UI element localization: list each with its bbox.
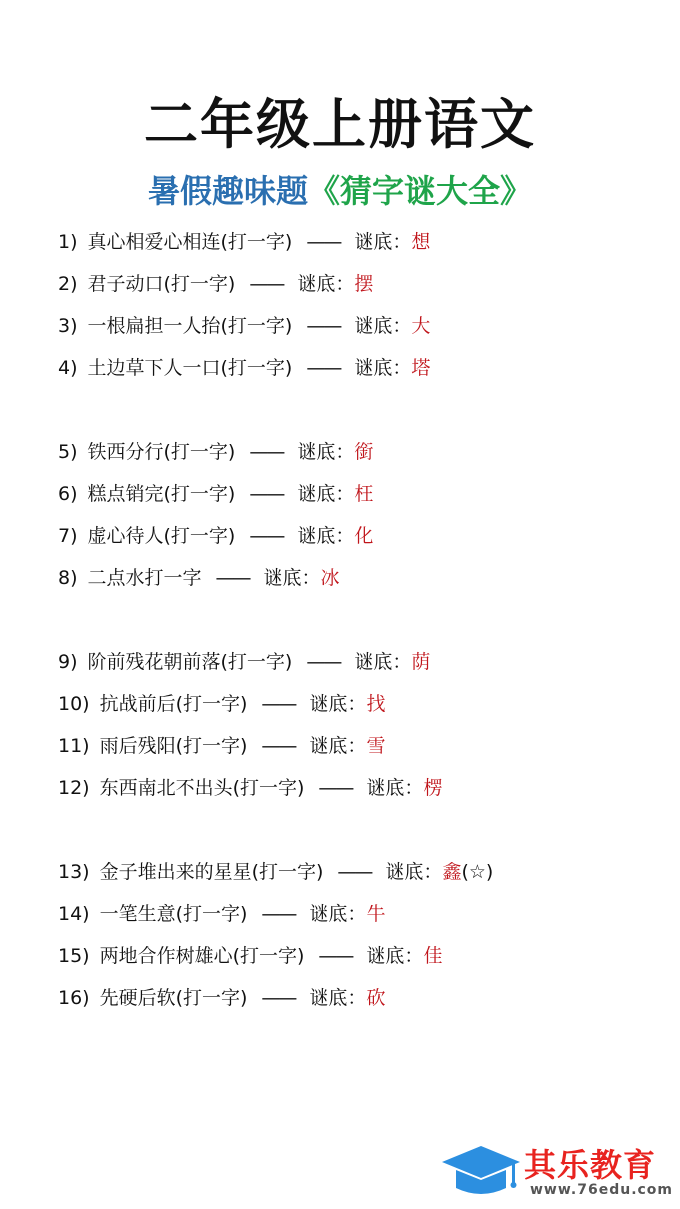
riddle-text: 雨后残阳(打一字) bbox=[99, 735, 248, 757]
answer-label: 谜底： bbox=[385, 861, 443, 883]
answer-label: 谜底： bbox=[297, 441, 355, 463]
riddle-text: 东西南北不出头(打一字) bbox=[99, 777, 305, 799]
riddle-row bbox=[58, 854, 658, 896]
riddle-dash: —— bbox=[261, 903, 296, 925]
riddle-dash: —— bbox=[215, 567, 250, 589]
riddle-text: 君子动口(打一字) bbox=[87, 273, 236, 295]
riddle-group bbox=[58, 434, 658, 602]
riddle-text: 抗战前后(打一字) bbox=[99, 693, 248, 715]
answer-label: 谜底： bbox=[354, 651, 412, 673]
riddle-text: 糕点销完(打一字) bbox=[87, 483, 236, 505]
answer-label: 谜底： bbox=[263, 567, 321, 589]
riddle-answer: 砍 bbox=[366, 987, 386, 1009]
answer-label: 谜底： bbox=[354, 315, 412, 337]
riddle-text: 阶前残花朝前落(打一字) bbox=[87, 651, 293, 673]
riddle-text: 一笔生意(打一字) bbox=[99, 903, 248, 925]
subtitle-part-2: 《猜字谜大全》 bbox=[308, 172, 533, 210]
riddle-group bbox=[58, 644, 658, 812]
logo-name: 其乐教育 bbox=[524, 1146, 657, 1184]
riddle-dash: —— bbox=[249, 273, 284, 295]
riddle-answer: 大 bbox=[411, 315, 431, 337]
riddle-answer: 化 bbox=[354, 525, 374, 547]
riddle-list bbox=[58, 224, 658, 1064]
riddle-answer: 枉 bbox=[354, 483, 374, 505]
graduation-cap-icon bbox=[438, 1138, 524, 1202]
riddle-answer: 銜 bbox=[354, 441, 374, 463]
riddle-number: 2) bbox=[58, 273, 78, 295]
answer-label: 谜底： bbox=[297, 273, 355, 295]
riddle-row bbox=[58, 686, 658, 728]
answer-label: 谜底： bbox=[309, 987, 367, 1009]
riddle-number: 1) bbox=[58, 231, 78, 253]
riddle-row bbox=[58, 350, 658, 392]
riddle-answer: 冰 bbox=[320, 567, 340, 589]
subtitle-part-1: 暑假趣味题 bbox=[147, 172, 308, 210]
riddle-answer: 雪 bbox=[366, 735, 386, 757]
page-title: 二年级上册语文 bbox=[144, 93, 536, 156]
riddle-text: 土边草下人一口(打一字) bbox=[87, 357, 293, 379]
riddle-row bbox=[58, 434, 658, 476]
answer-extra: (☆) bbox=[461, 861, 494, 883]
riddle-row bbox=[58, 644, 658, 686]
riddle-text: 真心相爱心相连(打一字) bbox=[87, 231, 293, 253]
riddle-answer: 荫 bbox=[411, 651, 431, 673]
riddle-row bbox=[58, 560, 658, 602]
riddle-answer: 佳 bbox=[423, 945, 443, 967]
riddle-number: 7) bbox=[58, 525, 78, 547]
riddle-number: 6) bbox=[58, 483, 78, 505]
riddle-row bbox=[58, 980, 658, 1022]
riddle-answer: 楞 bbox=[423, 777, 443, 799]
riddle-row bbox=[58, 518, 658, 560]
riddle-dash: —— bbox=[306, 231, 341, 253]
riddle-answer: 鑫 bbox=[442, 861, 462, 883]
riddle-answer: 塔 bbox=[411, 357, 431, 379]
riddle-dash: —— bbox=[249, 525, 284, 547]
riddle-number: 8) bbox=[58, 567, 78, 589]
riddle-answer: 摆 bbox=[354, 273, 374, 295]
answer-label: 谜底： bbox=[354, 357, 412, 379]
riddle-number: 15) bbox=[58, 945, 90, 967]
riddle-dash: —— bbox=[318, 945, 353, 967]
answer-label: 谜底： bbox=[309, 735, 367, 757]
riddle-text: 金子堆出来的星星(打一字) bbox=[99, 861, 324, 883]
riddle-dash: —— bbox=[249, 483, 284, 505]
riddle-number: 16) bbox=[58, 987, 90, 1009]
logo-url: www.76edu.com bbox=[530, 1182, 674, 1198]
riddle-dash: —— bbox=[318, 777, 353, 799]
riddle-dash: —— bbox=[306, 315, 341, 337]
riddle-number: 10) bbox=[58, 693, 90, 715]
riddle-dash: —— bbox=[337, 861, 372, 883]
riddle-number: 9) bbox=[58, 651, 78, 673]
riddle-text: 二点水打一字 bbox=[87, 567, 202, 589]
riddle-text: 虚心待人(打一字) bbox=[87, 525, 236, 547]
riddle-text: 两地合作树雄心(打一字) bbox=[99, 945, 305, 967]
riddle-group bbox=[58, 854, 658, 1022]
riddle-number: 13) bbox=[58, 861, 90, 883]
answer-label: 谜底： bbox=[354, 231, 412, 253]
riddle-row bbox=[58, 308, 658, 350]
riddle-dash: —— bbox=[306, 357, 341, 379]
riddle-group bbox=[58, 224, 658, 392]
riddle-number: 11) bbox=[58, 735, 90, 757]
answer-label: 谜底： bbox=[366, 945, 424, 967]
riddle-number: 3) bbox=[58, 315, 78, 337]
riddle-row bbox=[58, 770, 658, 812]
riddle-row bbox=[58, 476, 658, 518]
riddle-number: 5) bbox=[58, 441, 78, 463]
answer-label: 谜底： bbox=[309, 903, 367, 925]
riddle-row bbox=[58, 728, 658, 770]
riddle-answer: 牛 bbox=[366, 903, 386, 925]
riddle-row bbox=[58, 266, 658, 308]
riddle-number: 14) bbox=[58, 903, 90, 925]
riddle-row bbox=[58, 224, 658, 266]
page-subtitle bbox=[0, 166, 680, 212]
riddle-text: 先硬后软(打一字) bbox=[99, 987, 248, 1009]
riddle-row bbox=[58, 896, 658, 938]
riddle-answer: 想 bbox=[411, 231, 431, 253]
riddle-number: 4) bbox=[58, 357, 78, 379]
riddle-text: 一根扁担一人抬(打一字) bbox=[87, 315, 293, 337]
answer-label: 谜底： bbox=[366, 777, 424, 799]
riddle-dash: —— bbox=[306, 651, 341, 673]
riddle-dash: —— bbox=[249, 441, 284, 463]
riddle-row bbox=[58, 938, 658, 980]
riddle-dash: —— bbox=[261, 987, 296, 1009]
riddle-text: 铁西分行(打一字) bbox=[87, 441, 236, 463]
answer-label: 谜底： bbox=[309, 693, 367, 715]
riddle-answer: 找 bbox=[366, 693, 386, 715]
brand-logo bbox=[438, 1138, 674, 1202]
riddle-dash: —— bbox=[261, 735, 296, 757]
answer-label: 谜底： bbox=[297, 525, 355, 547]
riddle-dash: —— bbox=[261, 693, 296, 715]
riddle-number: 12) bbox=[58, 777, 90, 799]
answer-label: 谜底： bbox=[297, 483, 355, 505]
